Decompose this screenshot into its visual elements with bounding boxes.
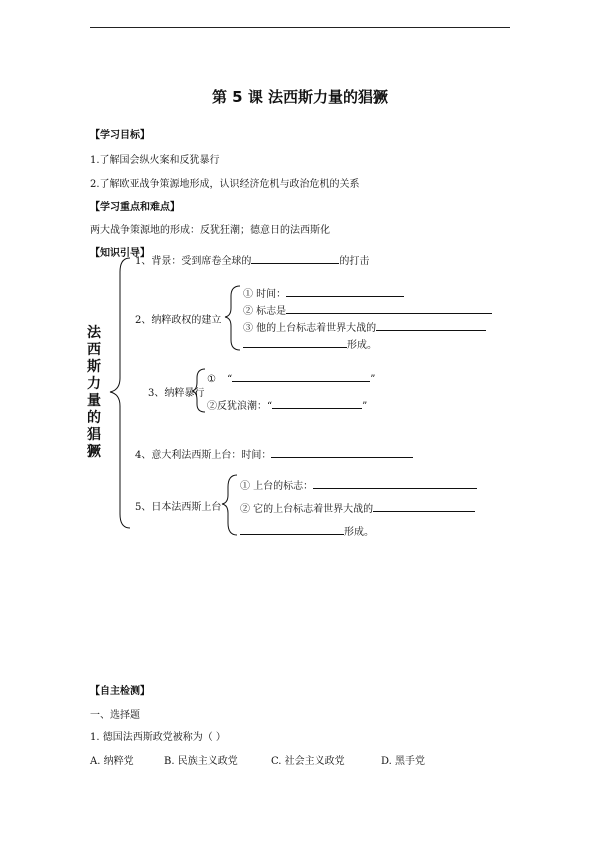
blank-line [286,286,404,297]
item-japan-war-source [240,500,475,515]
vertical-lesson-title: 法西斯力量的猖獗 [87,325,101,460]
item-nazi-atrocities-label: 3、纳粹暴行 [148,388,205,399]
sub-label: ③ 他的上台标志着世界大战的 [243,323,377,334]
item-japan-sign [240,477,477,492]
close-quote: ” [362,401,368,412]
objective-item: 1.了解国会纵火案和反犹暴行 [90,155,220,166]
option-c: C. 社会主义政党 [271,756,345,767]
objective-item: 2.了解欧亚战争策源地形成，认识经济危机与政治危机的关系 [90,179,360,190]
option-d: D. 黑手党 [381,756,426,767]
blank-line [376,320,486,331]
open-quote: “ [227,374,233,385]
option-a: A. 纳粹党 [90,756,134,767]
option-b: B. 民族主义政党 [164,756,238,767]
question-1: 1. 德国法西斯政党被称为（ ） [90,732,226,743]
objectives-heading: 【学习目标】 [90,130,150,141]
sub-label-end: 形成。 [344,527,374,538]
item-japan-fascism-label: 5、日本法西斯上台 [135,502,222,513]
key-points-heading: 【学习重点和难点】 [90,202,180,213]
blank-line [272,398,362,409]
sub-label: ②反犹浪潮： [207,401,267,412]
item-nazi-regime-label: 2、纳粹政权的建立 [135,315,222,326]
blank-line [373,501,475,512]
sub-label: ① 时间： [243,289,287,300]
item-italy-fascism [135,446,413,461]
blank-line [232,371,370,382]
item-background-prefix: 1、背景：受到席卷全球的 [135,256,252,267]
item-nazi-war-source-cont [243,336,377,351]
page-title: 第 5 课 法西斯力量的猖獗 [211,88,389,106]
sub-mark: ① [207,374,216,385]
blank-line [240,524,344,535]
item-nazi-war-source [243,319,486,334]
sub-label: ② 它的上台标志着世界大战的 [240,504,374,515]
blank-line [286,303,492,314]
sub-label-end: 形成。 [347,340,377,351]
section-choice-questions: 一、选择题 [90,710,140,721]
sub-label: 4、意大利法西斯上台：时间： [135,450,272,461]
blank-line [313,478,477,489]
close-quote: ” [370,374,376,385]
sub-label: ① 上台的标志： [240,481,314,492]
self-test-heading: 【自主检测】 [90,686,150,697]
blank-line [243,337,347,348]
item-nazi-time [243,285,404,300]
blank-line [271,447,413,458]
item-nazi-sign [243,302,492,317]
item-atrocity-1 [207,371,375,385]
blank-line [251,253,339,264]
item-background [135,252,369,267]
item-japan-war-source-cont [240,523,374,538]
sub-label: ② 标志是 [243,306,287,317]
open-quote: “ [267,401,273,412]
knowledge-heading: 【知识引导】 [90,248,150,259]
key-points-text: 两大战争策源地的形成：反犹狂潮；德意日的法西斯化 [90,225,330,236]
item-background-suffix: 的打击 [339,256,370,267]
item-atrocity-2 [207,397,367,412]
